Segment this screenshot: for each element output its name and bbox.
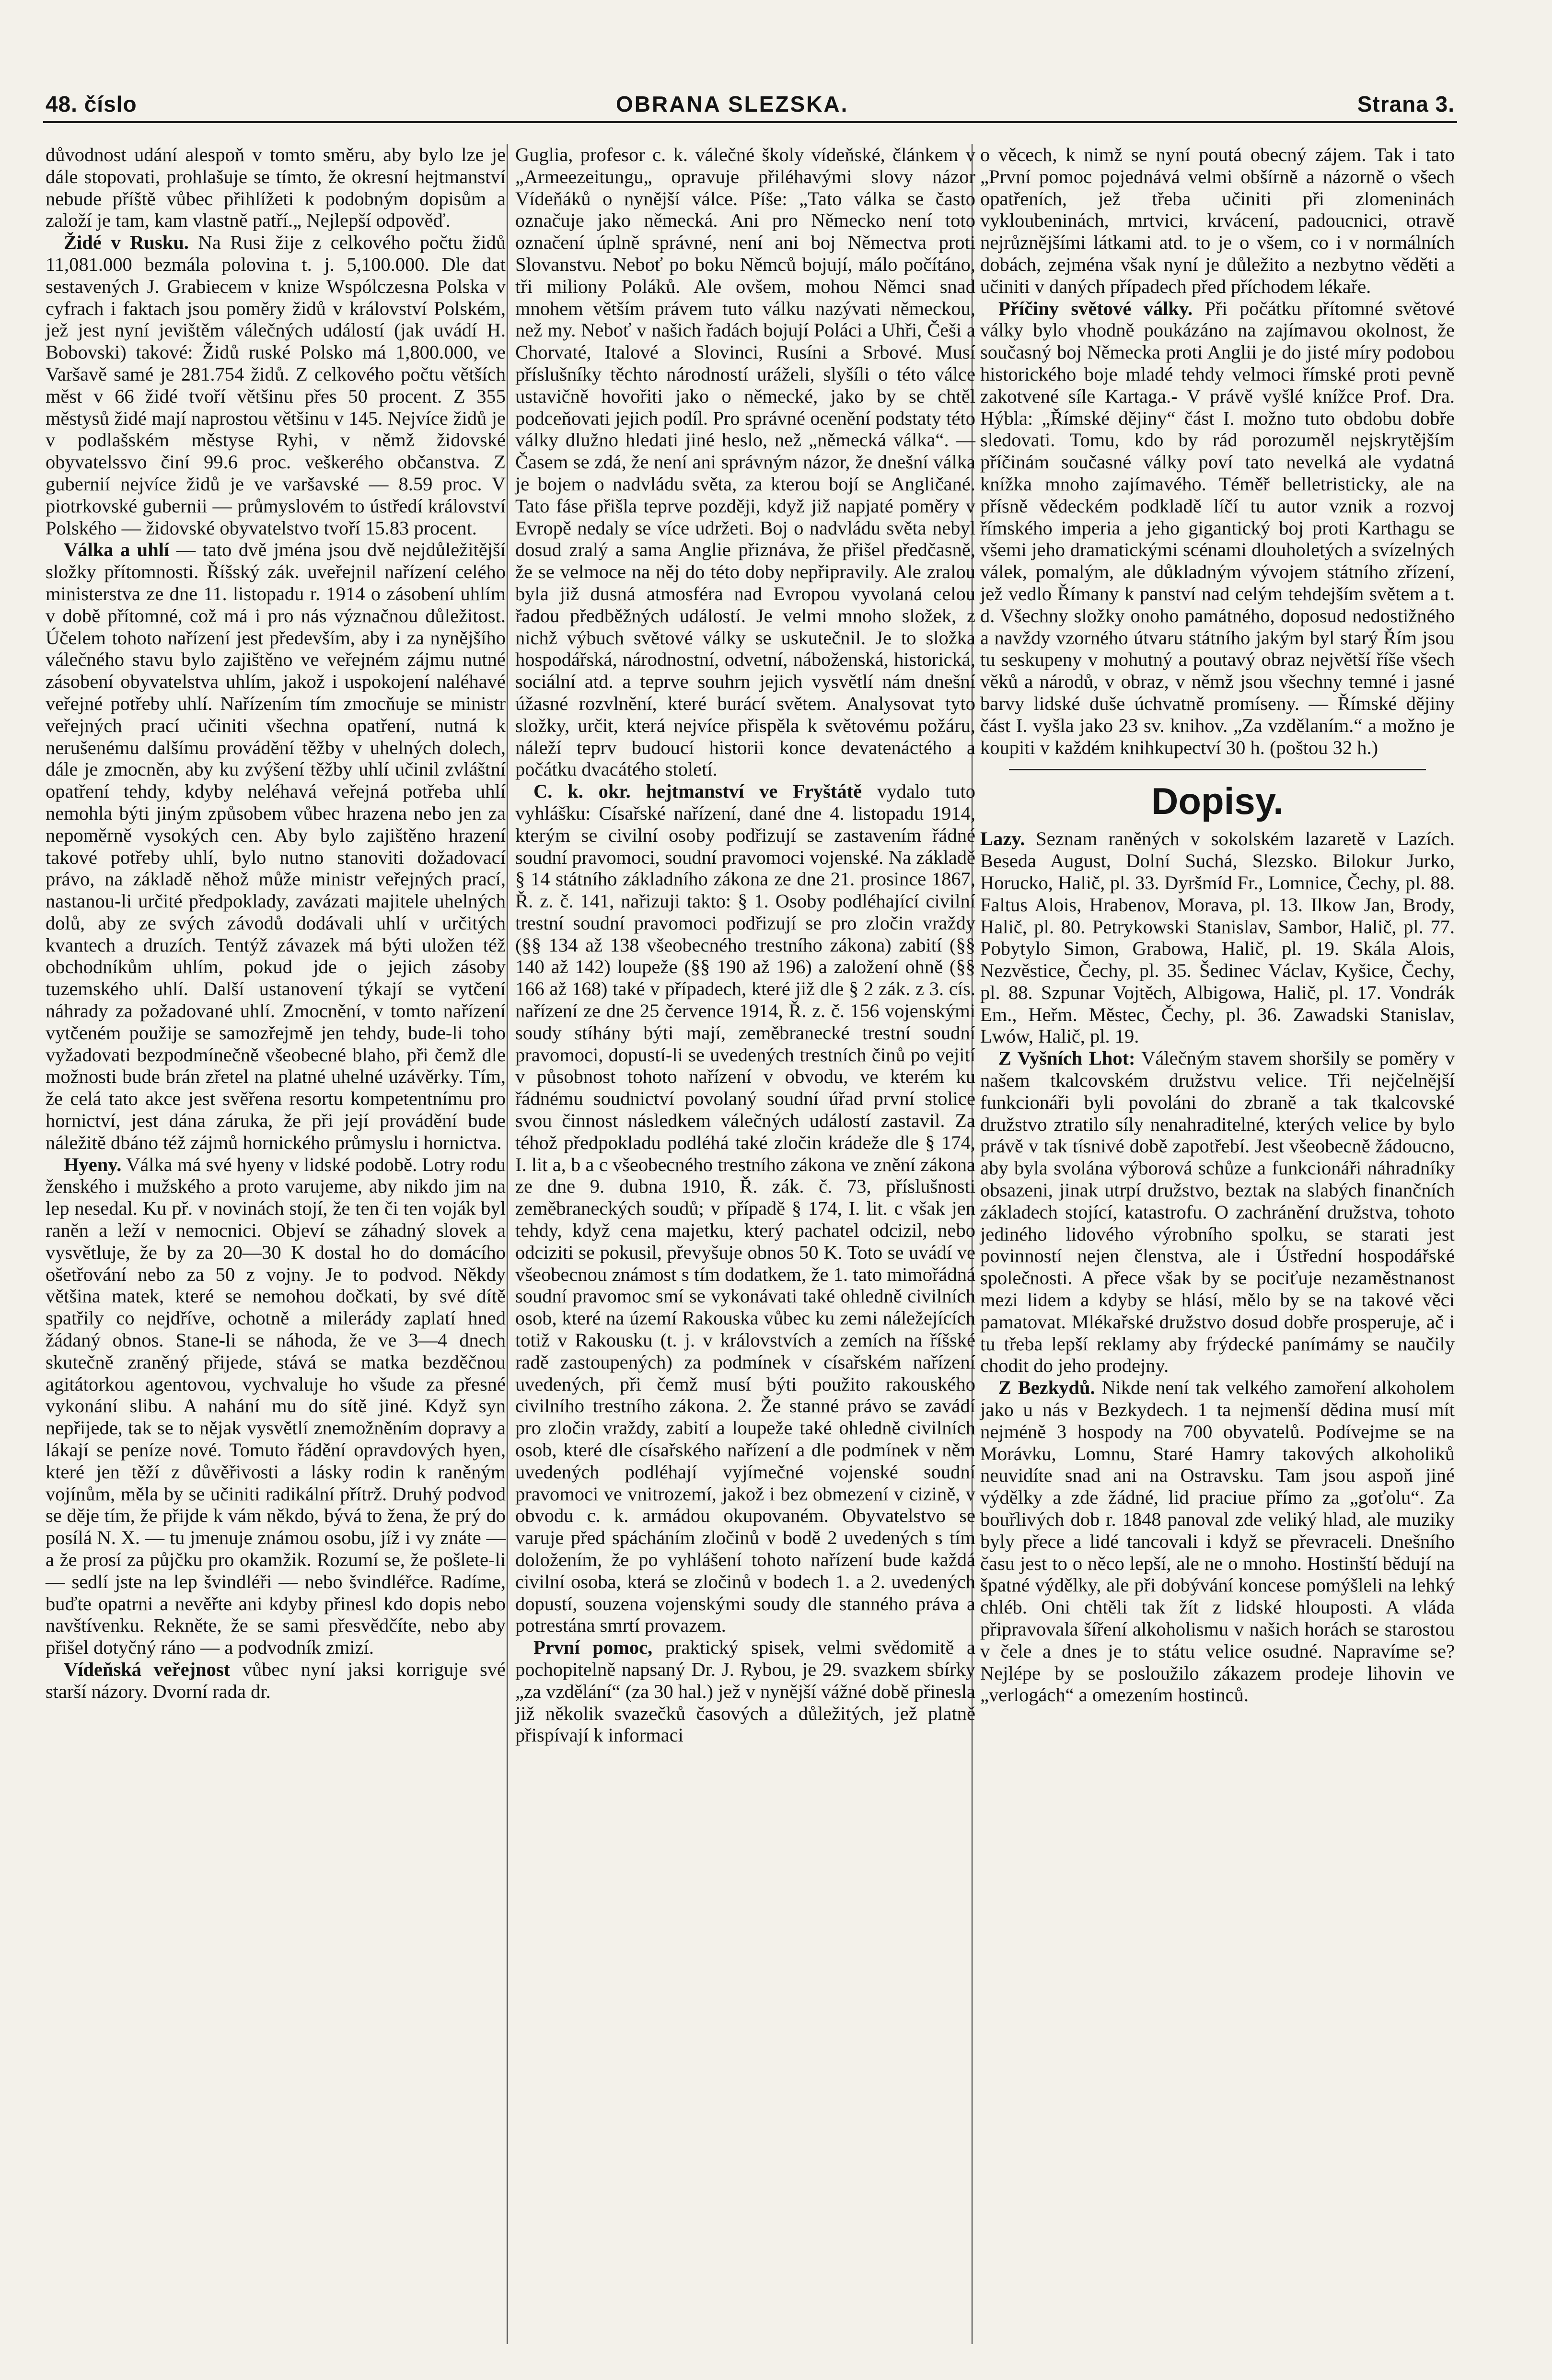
article-hyenas: [46, 1154, 506, 1659]
article-heading: Válka a uhlí: [64, 539, 170, 561]
section-title-letters: Dopisy.: [1151, 780, 1284, 823]
article-body: Válka má své hyeny v lidské podobě. Lotry rodu ženského i mužského a proto varujeme, aby nikdo jim na lep nesedal. Ku př. v novinách stojí, že ten či ten voják byl raněn a leží v nemocnici. Objeví se záhadný slovek a vysvětluje, že by za 20—30 K dostal ho do domácího ošetřování nebo za 50 z vojny. Je to podvod. Někdy většina matek, které se nemohou dočkati, by své dítě spatřily co nejdříve, ochotně a milerády zaplatí hned žádaný obnos. Stane-li se náhoda, že ve 3—4 dnech skutečně zraněný přijede, stává se matka bezděčnou agitátorkou agentovou, vychvaluje ho všude za přesné vykonání slibu. A nahání mu do sítě jiné. Když syn nepřijede, tak se to nějak vysvětlí znemožněním dopravy a lákají se peníze nové. Tomuto řádění opravdových hyen, které jen těží z důvěřivosti a lásky rodin k raněným vojínům, měla by se učiniti radikální přítrž. Druhý podvod se děje tím, že přijde k vám někdo, bývá to žena, že prý do posílá N. X. — tu jmenuje známou osobu, jíž i vy znáte — a že prosí za půjčku pro okamžik. Rozumí se, že pošlete-li — sedlí jste na lep švindléři — nebo švindléřce. Radíme, buďte opatrni a nevěřte ani kdyby přinesl kdo dopis nebo navštívenku. Rekněte, že se sami přesvědčíte, nebo aby přišel dotyčný ráno — a podvodník zmizí.: [46, 1153, 506, 1659]
column-3: [980, 144, 1455, 1706]
article-heading: C. k. okr. hejtmanství ve Fryštátě: [533, 780, 862, 802]
section-rule: [1009, 769, 1426, 770]
article-heading: Lazy.: [980, 828, 1025, 850]
column-2: [515, 144, 975, 1746]
article-body: vůbec nyní jaksi korriguje své starší názory. Dvorní rada dr.: [46, 1658, 506, 1702]
issue-number: 48. číslo: [46, 92, 137, 116]
article-body: Seznam raněných v sokolském lazaretě v Lazích. Beseda August, Dolní Suchá, Slezsko. Bilokur Jurko, Horucko, Halič, pl. 33. Dyršmíd Fr., Lomnice, Čechy, pl. 88. Faltus Alois, Hrabenov, Morava, pl. 13. Ilkow Jan, Brody, Halič, pl. 80. Petrykowski Stanislav, Sambor, Halič, pl. 77. Pobytylo Simon, Grabowa, Halič, pl. 19. Skála Alois, Nezvěstice, Čechy, pl. 35. Šedinec Václav, Kyšice, Čechy, pl. 88. Szpunar Vojtěch, Albigowa, Halič, pl. 17. Vondrák Em., Heřm. Městec, Čechy, pl. 36. Zawadski Stanislav, Lwów, Halič, pl. 19.: [980, 828, 1455, 1047]
column-1: [46, 144, 506, 1703]
article-continuation: o věcech, k nimž se nyní poutá obecný zájem. Tak i tato „První pomoc pojednává velmi obšírně a názorně o všech opatřeních, jež třeba učiniti při zlomeninách vykloubeninách, mrtvici, krvácení, padoucnici, otravě nejrůznějšími látkami atd. to je o všem, co i v normálních dobách, zejména však nyní je důležito a nezbytno věděti a učiniti v daných případech před příchodem lékaře.: [980, 144, 1455, 297]
header-rule: [43, 121, 1457, 123]
article-body: Při počátku přítomné světové války bylo vhodně poukázáno na zajímavou okolnost, že současný boj Německa proti Anglii je do jisté míry podobou historického boje mladé tehdy velmoci římské proti pevně zakotvené síle Kartaga.- V právě vyšlé knížce Prof. Dra. Hýbla: „Římské dějiny“ část I. možno tuto obdobu dobře sledovati. Tomu, kdo by rád porozuměl nejskrytějším příčinám současné války poví tato nevelká ale vydatná knížka mnoho zajímavého. Téměř belletristicky, ale na přísně vědeckém podkladě líčí tu autor vznik a rozvoj římského imperia a jeho gigantický boj proti Karthagu se všemi jeho dramatickými scénami dlouholetých a svízelných válek, pomalým, ale důkladným vývojem státního zřízení, jež vedlo Římany k panství nad celým tehdejším světem a t. d. Všechny složky onoho památného, doposud nedostižného a navždy vzorného útvaru státního jakým byl starý Řím jsou tu seskupeny v mohutný a poutavý obraz největší říše všech věků a národů, v obraz, v němž jsou všechny temné i jasné barvy lidské duše úchvatně promíseny. — Římské dějiny část I. vyšla jako 23 sv. knihov. „Za vzdělaním.“ a možno je koupiti v každém knihkupectví 30 h. (poštou 32 h.): [980, 297, 1455, 758]
page-number: Strana 3.: [1357, 92, 1455, 116]
column-divider: [507, 144, 508, 2344]
article-body: praktický spisek, velmi svědomitě a pochopitelně napsaný Dr. J. Rybou, je 29. svazkem sbírky „za vzdělání“ (za 30 hal.) jež v nynější vážné době přinesla již několik svazečků časových a důležitých, jež platně přispívají k informaci: [515, 1637, 975, 1746]
article-body: — tato dvě jména jsou dvě nejdůležitější složky přítomnosti. Říšský zák. uveřejnil nařízení celého ministerstva ze dne 11. listopadu r. 1914 o zásobení uhlím v době přítomné, což má i pro nás význačnou důležitost. Účelem tohoto nařízení jest především, aby i za nynějšího válečného stavu bylo zajištěno ve veřejném zájmu nutné zásobení obyvatelstva uhlím, jakož i uspokojení naléhavé veřejné potřeby uhlí. Nařízením tím zmocňuje se ministr veřejných prací učiniti všechna opatření, nutná k nerušenému dalšímu provádění těžby v uhelných dolech, dále je zmocněn, aby ku zvýšení těžby uhlí učinil zvláštní opatření tehdy, kdyby neléhavá veřejná potřeba uhlí nemohla býti jiným způsobem vůbec hrazena nebo jen za nepoměrně vysokých cen. Aby bylo zajištěno hrazení takové potřeby uhlí, bylo nutno stanoviti dožadovací právo, na základě něhož může ministr veřejných prací, nastanou-li určité předpoklady, zavázati majitele uhelných dolů, aby ze svých závodů dodávali uhlí v určitých kvantech a druzích. Tentýž závazek má býti uložen též obchodníkům uhlím, pokud jde o jejich zásoby tuzemského uhlí. Další ustanovení týkají se vytčení náhrady za požadované uhlí. Zmocnění, v tomto nařízení vytčeném použije se samozřejmě jen tehdy, bude-li toho vyžadovati bezpodmínečně všeobecné blaho, při čemž dle možnosti bude brán zřetel na platné uhelné uzávěrky. Tím, že celá tato akce jest svěřena resortu kompetentnímu pro hornictví, jest dána záruka, že při její provádění bude náležitě dbáno též zájmů hornického průmyslu i hornictva.: [46, 539, 506, 1153]
article-heading: Vídeňská veřejnost: [64, 1658, 231, 1680]
article-heading: Židé v Rusku.: [64, 232, 189, 254]
article-body: Válečným stavem shoršily se poměry v našem tkalcovském družstvu velice. Tři nejčelnější funkcionáři byli povoláni do zbraně a tak tkalcovské družstvo ztratilo síly nenahraditelné, kterých velice by bylo právě v tak tísnivé době zapotřebí. Jest všeobecně žádoucno, aby byla svolána výborová schůze a funkcionáři náhradníky obsazeni, jinak utrpí družstvo, beztak na slabých finančních základech stojící, katastrofu. O zachránění družstva, tohoto jediného lidového výrobního spolku, se starati jest povinností nejen členstva, ale i Ústřední hospodářské společnosti. A přece však by se pociťuje nezaměstnanost mezi lidem a kdyby se hlásí, mělo by se na takové věci pamatovat. Mlékařské družstvo dosud dobře prosperuje, ač i tu třeba lepší reklamy aby frýdecké panímámy se naučily chodit do jeho prodejny.: [980, 1047, 1455, 1377]
article-continuation: Guglia, profesor c. k. válečné školy vídeňské, článkem v „Armeezeitungu„ opravuje přiléhavými slovy názor Vídeňáků o nynější válce. Píše: „Tato válka se často označuje jako německá. Ani pro Německo není toto označení úplně správné, není ani boj Němectva proti Slovanstvu. Neboť po boku Němců bojují, málo počítáno, tři miliony Poláků. Ale ovšem, mohou Němci snad mnohem větším právem tuto válku nazývati německou, než my. Neboť v našich řadách bojují Poláci a Uhři, Češi a Chorvaté, Italové a Slovinci, Rusíni a Srbové. Musí příslušníky těchto národností uráželi, slyšíli o této válce ustavičně hovořiti jako o německé, jako by se chtěl podceňovati jejich podíl. Pro správné ocenění podstaty této války dlužno hledati jiné heslo, než „německá válka“. — Časem se zdá, že není ani správným názor, že dnešní válka je bojem o nadvládu světa, za kterou bojí se Angličané. Tato fáse přišla teprve později, když již napjaté poměry v Evropě nedaly se více udržeti. Boj o nadvládu světa nebyl dosud zralý a sama Anglie přiznáva, že přišel předčasně, že se velmoce na něj do této doby nepřipravily. Ale zralou byla již dusná atmosféra nad Evropou vyvolaná celou řadou předběžných událostí. Je velmi mnoho složek, z nichž výbuch světové války se uskutečnil. Je to složka hospodářská, národnostní, odvetní, náboženská, historická, sociální atd. a teprve souhrn jejich vysvětlí nám dnešní úžasné rozvlnění, které burácí světem. Analysovat tyto složky, určit, která nejvíce přispěla k světovému požáru, náleží teprv budoucí historii konce devatenáctého a počátku dvacátého století.: [515, 144, 975, 780]
article-heading: První pomoc,: [533, 1637, 653, 1659]
article-body: Nikde není tak velkého zamoření alkoholem jako u nás v Bezkydech. 1 ta nejmenší dědina musí mít nejméně 3 hospody na 700 obyvatelů. Podívejme se na Morávku, Lomnu, Staré Hamry takových alkoholiků neuvidíte snad ani na Ostravsku. Tam jsou aspoň jiné výdělky a zde žádné, lid praciue přímo za „goťolu“. Za bouřlivých dob r. 1848 panoval zde veliký hlad, ale muziky byly přece a lidé tancovali i když se převraceli. Dnešního času jest to o něco lepší, ale ne o mnoho. Hostinští bědují na špatné výdělky, ale při dobývání koncese pomýšleli na lehký chléb. Oni chtěli tak žít z lidské hlouposti. A vláda připravovala šíření alkoholismu v našich horách se starostou v čele a dnes je to státu velice osudné. Napravíme se? Nejlépe by se posloužilo zákazem prodeje lihovin ve „verlogách“ a omezením hostinců.: [980, 1377, 1455, 1706]
article-heading: Z Bezkydů.: [998, 1377, 1095, 1399]
page-header: [46, 91, 1455, 125]
article-first-aid: [515, 1637, 975, 1746]
article-jews-in-russia: [46, 232, 506, 539]
article-heading: Příčiny světové války.: [998, 297, 1193, 319]
article-heading: Hyeny.: [64, 1153, 122, 1175]
article-body: Na Rusi žije z celkového počtu židů 11,081.000 bezmála polovina t. j. 5,100.000. Dle dat sestavených J. Grabiecem v knize Wspólczesna Polska v cyfrach i faktach jsou poměry židů v království Polském, jež jest nyní jevištěm válečných událostí (jak uvádí H. Bobovski) takové: Židů ruské Polsko má 1,800.000, ve Varšavě samé je 281.754 židů. Z celkového počtu větších měst v 66 židé tvoří většinu přes 50 procent. Z 355 městysů židé mají naprostou většinu v 145. Nejvíce židů je v podlašském městyse Ryhi, v němž židovské obyvatelssvo činí 99.6 proc. veškerého občanstva. Z gubernií nejvíce židů je ve varšavské — 8.59 proc. V piotrkovské gubernii — průmyslovém to ústředí království Polského — židovské obyvatelstvo tvoří 15.83 procent.: [46, 232, 506, 539]
article-war-and-coal: [46, 539, 506, 1153]
article-vienna-public: [46, 1659, 506, 1703]
article-body: vydalo tuto vyhlášku: Císařské nařízení, dané dne 4. listopadu 1914, kterým se civilní osoby podřizují se zastavením řádné soudní pravomoci, soudní pravomoci vojenské. Na základě § 14 státního základního zákona ze dne 21. prosince 1867, Ř. z. č. 141, nařizuji takto: § 1. Osoby podléhající civilní trestní soudní pravomoci podřizují se pro zločin vraždy (§§ 134 až 138 všeobecného trestního zákona) zabití (§§ 140 až 142) loupeže (§§ 190 až 196) a založení ohně (§§ 166 až 168) také v případech, které již dle § 2 zák. z 3. cís. nařízení ze dne 25 července 1914, Ř. z. č. 156 vojenskými soudy stíhány býti mají, zeměbranecké trestní soudní pravomoci, dopustí-li se uvedených trestních činů po vejití v působnost tohoto nařízení v obvodu, ve kterém ku řádnému soudnictví povolaný soudní úřad první stolice svou činnost následkem válečných událostí zastavil. Za téhož předpokladu podléhá také zločin krádeže dle § 174, I. lit a, b a c všeobecného trestního zákona ve znění zákona ze dne 9. dubna 1910, Ř. zák. č. 73, příslušnosti zeměbraneckých soudů; v případě § 174, I. lit. c však jen tehdy, když cena majetku, který pachatel odcizil, nebo odciziti se pokusil, převyšuje obnos 50 K. Toto se uvádí ve všeobecnou známost s tím dodatkem, že 1. tato mimořádná soudní pravomoc smí se vykonávati také ohledně civilních osob, které na území Rakouska vůbec ku zemi náležejících totiž v Rakousku (t. j. v královstvích a zemích na říšské radě zastoupených) za podmínek v císařském nařízení uvedených, při čemž musí býti použito rakouského civilního trestního zákona. 2. Že stanné právo se zavádí pro zločin vraždy, zabití a loupeže také ohledně civilních osob, které dle císařského nařízení a dle podmínek v něm uvedených podléhají vyjímečné vojenské soudní pravomoci ve vnitrozemí, jakož i bez obmezení v cizině, v obvodu c. k. armádou okupovaném. Obyvatelstvo se varuje před spácháním zločinů v bodě 2 uvedených s tím doložením, že po vyhlášení tohoto nařízení bude každá civilní osoba, která se zločinů v bodech 1. a 2. uvedených dopustí, souzena vojenskými soudy dle stanného práva a potrestána smrtí provazem.: [515, 780, 975, 1637]
letter-lazy: [980, 828, 1455, 1047]
article-heading: Z Vyšních Lhot:: [998, 1047, 1135, 1069]
article-causes-of-war: [980, 298, 1455, 759]
newspaper-title: OBRANA SLEZSKA.: [616, 92, 849, 116]
letter-vysni-lhoty: [980, 1047, 1455, 1377]
article-district-office: [515, 780, 975, 1637]
letter-bezkydy: [980, 1377, 1455, 1706]
article-continuation: důvodnost udání alespoň v tomto směru, aby bylo lze je dále stopovati, prohlašuje se tímto, že okresní hejtmanství nebude příště vůbec přihlížeti k podobným dopisům a založí je tam, kam vlastně patří.„ Nejlepší odpověď.: [46, 144, 506, 232]
